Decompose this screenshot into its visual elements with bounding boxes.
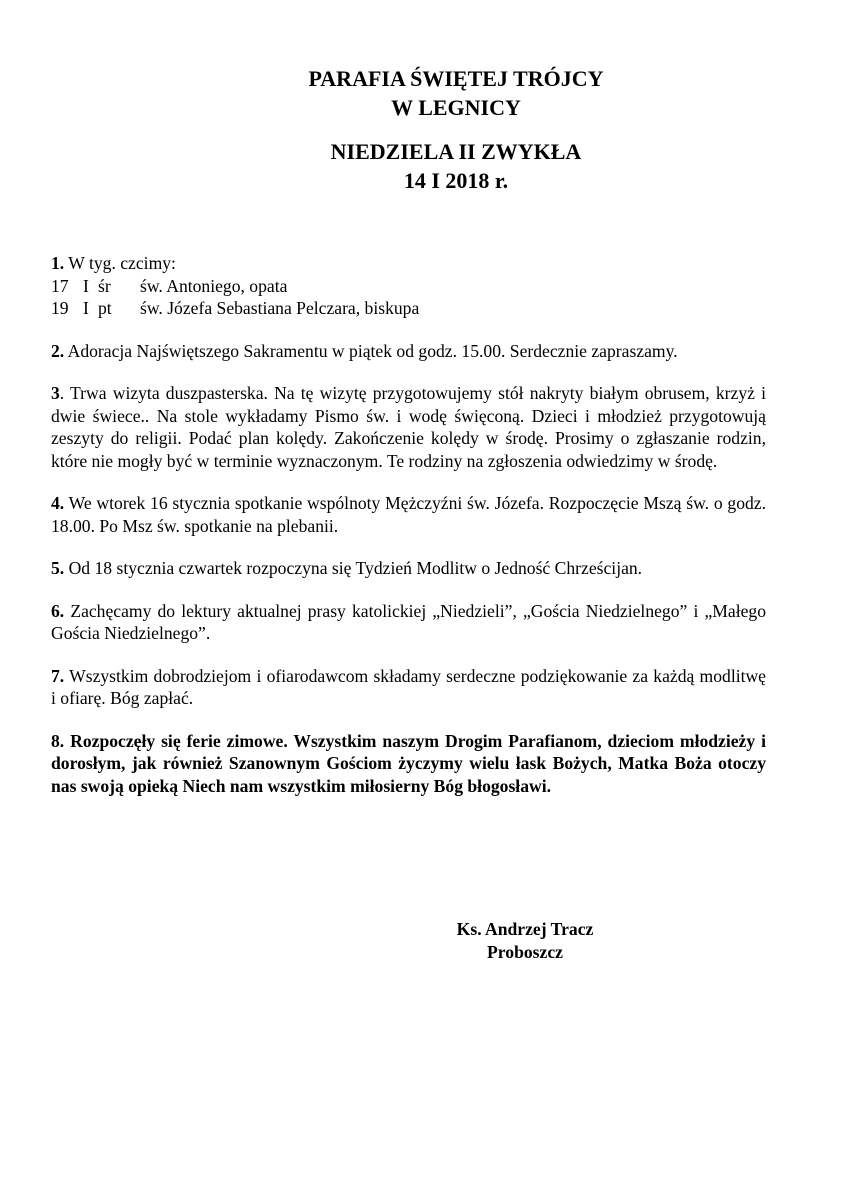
announcement-1	[51, 252, 766, 320]
feast-weekday: śr	[98, 275, 111, 296]
announcements-list	[51, 252, 766, 817]
feast-row	[51, 275, 766, 298]
announcement-2	[51, 340, 766, 363]
document-date: 14 I 2018 r.	[403, 168, 509, 193]
announcement-text: W tyg. czcimy:	[64, 253, 176, 273]
announcement-number: 1.	[51, 253, 65, 273]
feast-day: 19	[51, 298, 69, 318]
announcement-number: 2.	[51, 340, 65, 361]
announcement-8	[51, 730, 766, 798]
announcement-number: 7.	[51, 665, 65, 686]
header-spacer	[0, 122, 849, 137]
announcement-text: We wtorek 16 stycznia spotkanie wspólnoty Mężczyźni św. Józefa. Rozpoczęcie Mszą św. o godz. 18.00. Po Msz św. spotkanie na plebanii.	[51, 493, 766, 536]
announcement-text: Rozpoczęły się ferie zimowe. Wszystkim naszym Drogim Parafianom, dzieciom młodzieży i dorosłym, jak również Szanownym Gościom życzymy wielu łask Bożych, Matka Boża otoczy nas swoją opieką Niech nam wszystkim miłosierny Bóg błogosławi.	[51, 730, 766, 796]
feast-month: I	[83, 298, 89, 318]
feast-weekday: pt	[98, 298, 112, 318]
announcement-text: Adoracja Najświętszego Sakramentu w piątek od godz. 15.00. Serdecznie zapraszamy.	[64, 340, 678, 361]
announcement-4	[51, 492, 766, 537]
document-header	[0, 64, 849, 195]
feast-schedule	[51, 275, 766, 320]
parish-name: PARAFIA ŚWIĘTEJ TRÓJCY	[308, 66, 604, 91]
announcement-text: Od 18 stycznia czwartek rozpoczyna się Tydzień Modlitw o Jedność Chrześcijan.	[64, 558, 643, 578]
feast-saint: św. Antoniego, opata	[140, 275, 288, 296]
liturgical-sunday: NIEDZIELA II ZWYKŁA	[330, 139, 582, 164]
feast-saint: św. Józefa Sebastiana Pelczara, biskupa	[140, 298, 420, 318]
announcement-5	[51, 557, 766, 580]
signatory-title: Proboszcz	[487, 942, 563, 962]
announcement-number: 6.	[51, 600, 65, 621]
feast-row	[51, 297, 766, 320]
parish-city: W LEGNICY	[391, 95, 521, 120]
signature-block	[420, 918, 630, 964]
announcement-7	[51, 665, 766, 710]
announcement-number: 5.	[51, 558, 65, 578]
announcement-text: . Trwa wizyta duszpasterska. Na tę wizytę przygotowujemy stół nakryty białym obrusem, krzyż i dwie świece.. Na stole wykładamy Pismo św. i wodę święconą. Dzieci i młodzież przygotowują zeszyty do religii. Podać plan kolędy. Zakończenie kolędy w środę. Prosimy o zgłaszanie rodzin, które nie mogły być w terminie wyznaczonym. Te rodziny na zgłoszenia odwiedzimy w środę.	[51, 383, 766, 471]
feast-month: I	[83, 275, 89, 296]
announcement-6	[51, 600, 766, 645]
announcement-3	[51, 382, 766, 472]
feast-day: 17	[51, 275, 69, 296]
announcement-text: Zachęcamy do lektury aktualnej prasy katolickiej „Niedzieli”, „Gościa Niedzielnego” i „Małego Gościa Niedzielnego”.	[51, 600, 766, 643]
announcement-number: 8.	[51, 730, 65, 751]
announcement-text: Wszystkim dobrodziejom i ofiarodawcom składamy serdeczne podziękowanie za każdą modlitwę i ofiarę. Bóg zapłać.	[51, 665, 766, 708]
announcement-number: 3	[51, 383, 60, 403]
announcement-number: 4.	[51, 493, 65, 513]
signatory-name: Ks. Andrzej Tracz	[456, 919, 594, 939]
